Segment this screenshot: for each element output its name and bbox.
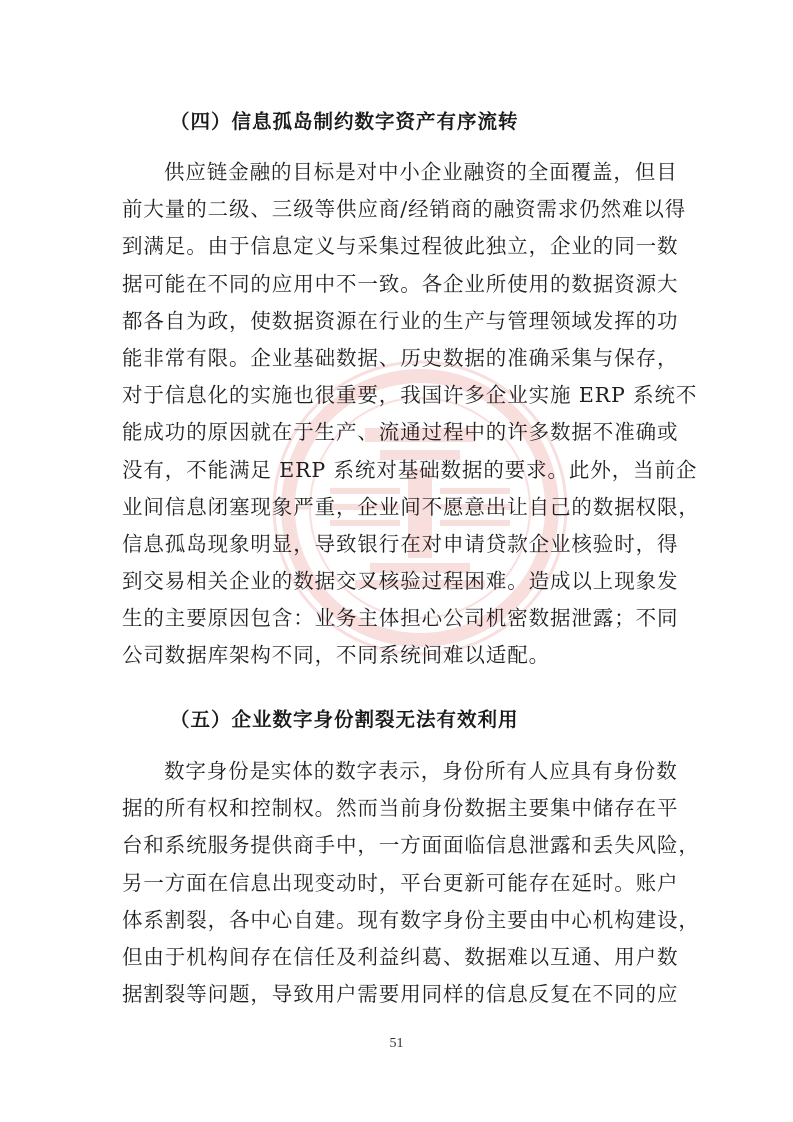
- paragraph-line: 都各自为政，使数据资源在行业的生产与管理领域发挥的功: [122, 308, 679, 333]
- paragraph-line: 另一方面在信息出现变动时，平台更新可能存在延时。账户: [122, 870, 679, 895]
- paragraph-line: 生的主要原因包含：业务主体担心公司机密数据泄露；不同: [122, 606, 679, 631]
- paragraph-line: 前大量的二级、三级等供应商/经销商的融资需求仍然难以得: [122, 197, 687, 222]
- paragraph-line: 体系割裂，各中心自建。现有数字身份主要由中心机构建设，: [122, 907, 700, 932]
- paragraph-line: 数字身份是实体的数字表示，身份所有人应具有身份数: [164, 759, 678, 783]
- paragraph-line: 业间信息闭塞现象严重，企业间不愿意出让自己的数据权限，: [122, 494, 700, 519]
- paragraph-line: 到交易相关企业的数据交叉核验过程困难。造成以上现象发: [122, 569, 679, 594]
- paragraph-line: 公司数据库架构不同，不同系统间难以适配。: [122, 643, 550, 668]
- paragraph-line: 据可能在不同的应用中不一致。各企业所使用的数据资源大: [122, 271, 679, 296]
- page-number: 51: [389, 1036, 404, 1051]
- section-5-heading: （五）企业数字身份割裂无法有效利用: [170, 708, 519, 731]
- paragraph-line: 能成功的原因就在于生产、流通过程中的许多数据不准确或: [122, 420, 679, 445]
- paragraph-line: 能非常有限。企业基础数据、历史数据的准确采集与保存，: [122, 345, 679, 370]
- paragraph-line: 台和系统服务提供商手中，一方面面临信息泄露和丢失风险，: [122, 833, 700, 858]
- paragraph-line: 对于信息化的实施也很重要，我国许多企业实施 ERP 系统不: [122, 383, 698, 408]
- paragraph-line: 到满足。由于信息定义与采集过程彼此独立，企业的同一数: [122, 234, 679, 259]
- section-4-heading: （四）信息孤岛制约数字资产有序流转: [170, 110, 519, 133]
- section-5-paragraph: [122, 753, 700, 1013]
- paragraph-line: 据的所有权和控制权。然而当前身份数据主要集中储存在平: [122, 796, 679, 821]
- paragraph-line: 据割裂等问题，导致用户需要用同样的信息反复在不同的应: [122, 982, 679, 1007]
- section-4-paragraph: [122, 154, 700, 675]
- paragraph-line: 信息孤岛现象明显，导致银行在对申请贷款企业核验时，得: [122, 531, 679, 556]
- paragraph-line: 但由于机构间存在信任及利益纠葛、数据难以互通、用户数: [122, 944, 679, 969]
- paragraph-line: 没有，不能满足 ERP 系统对基础数据的要求。此外，当前企: [122, 457, 698, 482]
- paragraph-line: 供应链金融的目标是对中小企业融资的全面覆盖，但目: [164, 160, 678, 184]
